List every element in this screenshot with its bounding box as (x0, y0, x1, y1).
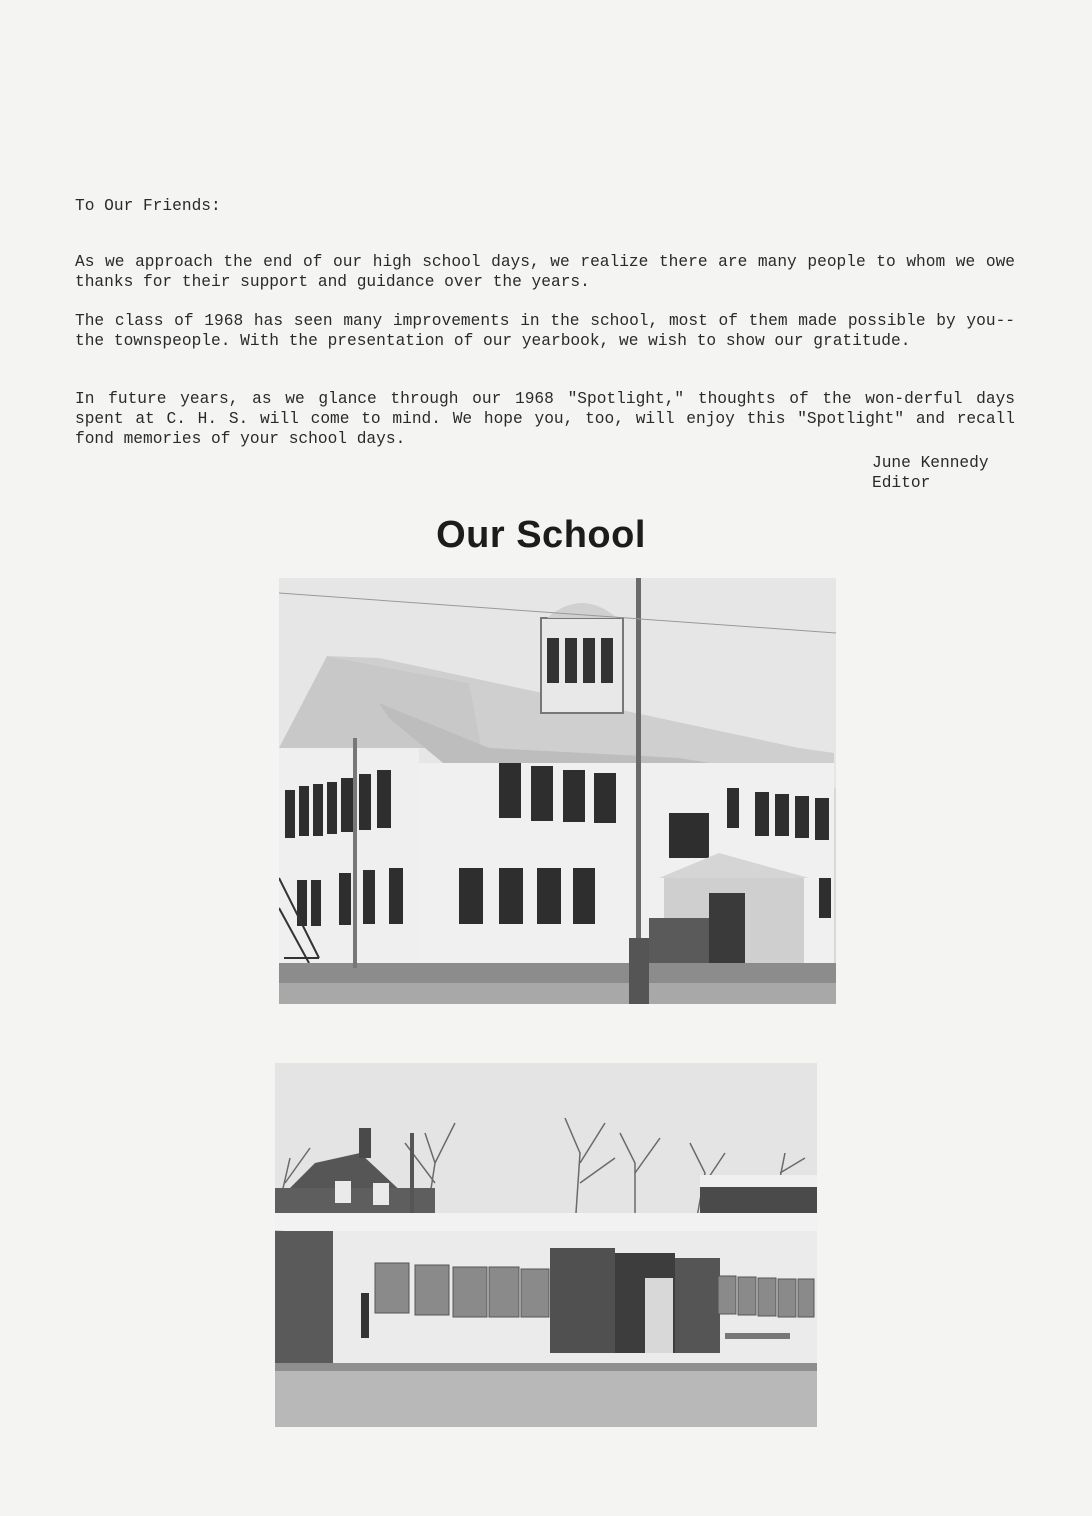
letter-paragraph-2: The class of 1968 has seen many improvements in the school, most of them made possible by you--the townspeople. With the presentation of our yearbook, we wish to show our gratitude. (75, 312, 1015, 351)
letter-paragraph-3: In future years, as we glance through our 1968 "Spotlight," thoughts of the won-derful days spent at C. H. S. will come to mind. We hope you, too, will enjoy this "Spotlight" and recall fond memories of your school days. (75, 390, 1015, 449)
letter-salutation: To Our Friends: (75, 197, 221, 215)
letter-signature (872, 453, 989, 493)
signature-name: June Kennedy (872, 454, 989, 472)
letter-paragraph-1: As we approach the end of our high school days, we realize there are many people to whom we owe thanks for their support and guidance over the years. (75, 253, 1015, 292)
old-school-photo (279, 578, 836, 1004)
new-school-photo (275, 1063, 817, 1427)
signature-title: Editor (872, 474, 931, 492)
section-heading: Our School (436, 514, 646, 556)
